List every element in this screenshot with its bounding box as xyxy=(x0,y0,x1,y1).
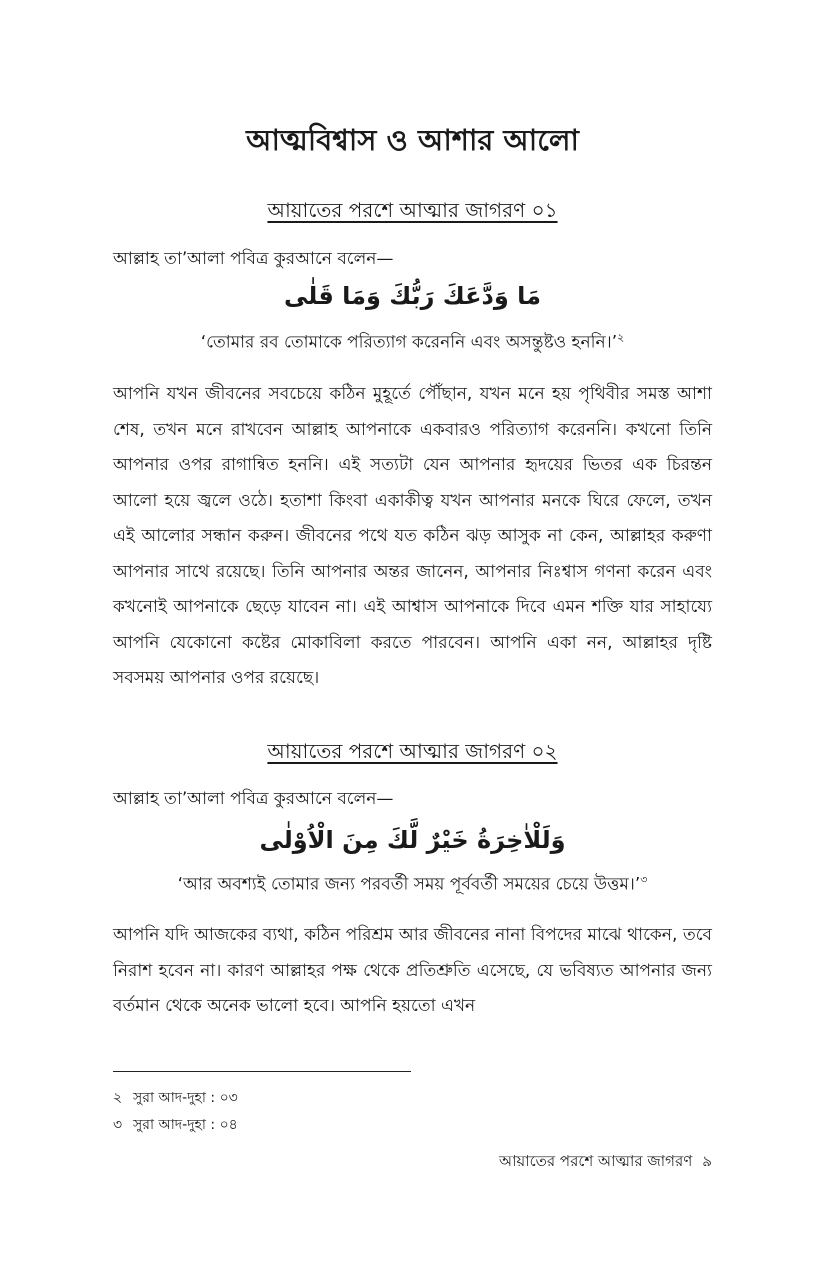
body-paragraph: আপনি যখন জীবনের সবচেয়ে কঠিন মুহূর্তে পৌঁছান, যখন মনে হয় পৃথিবীর সমস্ত আশা শেষ, তখন মনে রাখবেন আল্লাহ আপনাকে একবারও পরিত্যাগ করেননি। কখনো তিনি আপনার ওপর রাগান্বিত হননি। এই সত্যটা যেন আপনার হৃদয়ের ভিতর এক চিরন্তন আলো হয়ে জ্বলে ওঠে। হতাশা কিংবা একাকীত্ব যখন আপনার মনকে ঘিরে ফেলে, তখন এই আলোর সন্ধান করুন। জীবনের পথে যত কঠিন ঝড় আসুক না কেন, আল্লাহর করুণা আপনার সাথে রয়েছে। তিনি আপনার অন্তর জানেন, আপনার নিঃশ্বাস গণনা করেন এবং কখনোই আপনাকে ছেড়ে যাবেন না। এই আশ্বাস আপনাকে দিবে এমন শক্তি যার সাহায্যে আপনি যেকোনো কষ্টের মোকাবিলা করতে পারবেন। আপনি একা নন, আল্লাহর দৃষ্টি সবসময় আপনার ওপর রয়েছে। xyxy=(113,384,712,688)
translation-text: ‘তোমার রব তোমাকে পরিত্যাগ করেননি এবং অসন্তুষ্টও হননি।’ xyxy=(200,332,618,353)
intro-line: আল্লাহ তা’আলা পবিত্র কুরআনে বলেন— xyxy=(113,789,394,809)
footnote-text: সুরা আদ-দুহা : ০৩ xyxy=(133,1090,238,1106)
footnote-ref[interactable]: ৩ xyxy=(640,873,648,886)
section-heading-text: আয়াতের পরশে আত্মার জাগরণ ০১ xyxy=(267,198,558,222)
section-heading-text: আয়াতের পরশে আত্মার জাগরণ ০২ xyxy=(267,739,558,763)
intro-line: আল্লাহ তা’আলা পবিত্র কুরআনে বলেন— xyxy=(113,249,394,269)
section-heading-1 xyxy=(0,196,825,229)
arabic-verse: وَلَلْاٰخِرَةُ خَيْرٌ لَّكَ مِنَ الْاُوْلٰى xyxy=(259,826,566,854)
page-number: ৯ xyxy=(702,1152,712,1170)
running-footer xyxy=(499,1150,712,1175)
footnote-divider xyxy=(113,1071,411,1072)
footnote xyxy=(113,1113,238,1137)
footnote-number: ৩ xyxy=(113,1117,123,1133)
footnote-ref[interactable]: ২ xyxy=(617,331,625,344)
page-title: আত্মবিশ্বাস ও আশার আলো xyxy=(246,123,579,157)
section-heading-2 xyxy=(0,737,825,770)
footnote xyxy=(113,1086,238,1110)
arabic-verse: مَا وَدَّعَكَ رَبُّكَ وَمَا قَلٰى xyxy=(283,282,542,310)
running-title: আয়াতের পরশে আত্মার জাগরণ xyxy=(498,1152,693,1170)
footnote-text: সুরা আদ-দুহা : ০৪ xyxy=(133,1117,238,1133)
body-paragraph: আপনি যদি আজকের ব্যথা, কঠিন পরিশ্রম আর জীবনের নানা বিপদের মাঝে থাকেন, তবে নিরাশ হবেন না। কারণ আল্লাহর পক্ষ থেকে প্রতিশ্রুতি এসেছে, যে ভবিষ্যত আপনার জন্য বর্তমান থেকে অনেক ভালো হবে। আপনি হয়তো এখন xyxy=(113,925,712,1016)
verse-translation xyxy=(0,871,825,900)
footnote-number: ২ xyxy=(113,1090,123,1106)
translation-text: ‘আর অবশ্যই তোমার জন্য পরবর্তী সময় পূর্ববর্তী সময়ের চেয়ে উত্তম।’ xyxy=(177,874,641,895)
verse-translation xyxy=(0,329,825,358)
